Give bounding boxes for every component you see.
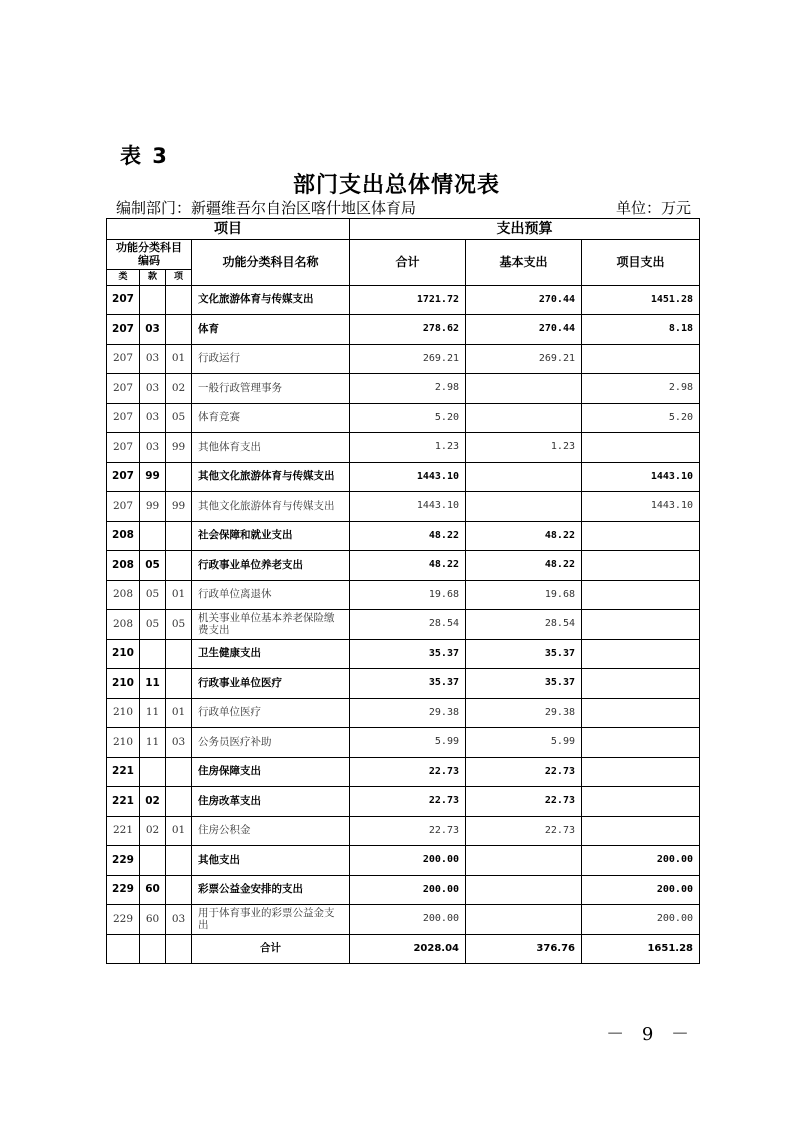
section-code: 03 <box>140 374 166 404</box>
project-amount <box>582 728 700 758</box>
department-label: 编制部门：新疆维吾尔自治区喀什地区体育局 <box>116 199 417 217</box>
section-code: 99 <box>140 492 166 522</box>
basic-amount: 48.22 <box>466 521 582 551</box>
basic-amount: 19.68 <box>466 580 582 610</box>
section-code: 03 <box>140 344 166 374</box>
item-name: 一般行政管理事务 <box>192 374 350 404</box>
item-name: 其他文化旅游体育与传媒支出 <box>192 492 350 522</box>
basic-amount: 29.38 <box>466 698 582 728</box>
item-name: 其他体育支出 <box>192 433 350 463</box>
project-amount: 200.00 <box>582 905 700 935</box>
table-row <box>107 905 700 935</box>
project-amount <box>582 580 700 610</box>
total-amount: 200.00 <box>350 846 466 876</box>
basic-amount: 1.23 <box>466 433 582 463</box>
basic-amount: 270.44 <box>466 285 582 315</box>
table-row <box>107 875 700 905</box>
entry-code: 05 <box>166 403 192 433</box>
item-name: 公务员医疗补助 <box>192 728 350 758</box>
table-row <box>107 344 700 374</box>
item-name: 行政单位医疗 <box>192 698 350 728</box>
table-row <box>107 698 700 728</box>
class-code: 208 <box>107 580 140 610</box>
basic-amount <box>466 905 582 935</box>
total-amount: 2.98 <box>350 374 466 404</box>
class-code: 221 <box>107 757 140 787</box>
entry-code: 99 <box>166 433 192 463</box>
class-code: 207 <box>107 344 140 374</box>
section-code: 02 <box>140 787 166 817</box>
basic-amount <box>466 374 582 404</box>
total-amount: 19.68 <box>350 580 466 610</box>
entry-code: 01 <box>166 580 192 610</box>
basic-amount: 22.73 <box>466 787 582 817</box>
entry-code <box>166 846 192 876</box>
item-name: 行政运行 <box>192 344 350 374</box>
section-code: 60 <box>140 875 166 905</box>
class-code: 221 <box>107 787 140 817</box>
class-code: 207 <box>107 285 140 315</box>
table-row <box>107 787 700 817</box>
basic-amount: 22.73 <box>466 757 582 787</box>
table-row <box>107 315 700 345</box>
project-amount <box>582 344 700 374</box>
empty-cell <box>140 934 166 964</box>
total-amount: 200.00 <box>350 905 466 935</box>
class-code: 208 <box>107 521 140 551</box>
header-name: 功能分类科目名称 <box>192 240 350 286</box>
section-code: 05 <box>140 580 166 610</box>
table-row <box>107 846 700 876</box>
project-amount <box>582 433 700 463</box>
basic-amount <box>466 462 582 492</box>
total-amount: 35.37 <box>350 639 466 669</box>
basic-amount <box>466 875 582 905</box>
header-section: 款 <box>140 269 166 285</box>
class-code: 210 <box>107 728 140 758</box>
total-amount: 48.22 <box>350 551 466 581</box>
entry-code: 01 <box>166 698 192 728</box>
entry-code <box>166 787 192 817</box>
entry-code <box>166 875 192 905</box>
table-row <box>107 669 700 699</box>
entry-code <box>166 315 192 345</box>
expenditure-table <box>106 218 700 964</box>
total-amount: 1443.10 <box>350 492 466 522</box>
basic-amount: 270.44 <box>466 315 582 345</box>
item-name: 住房公积金 <box>192 816 350 846</box>
project-amount: 200.00 <box>582 846 700 876</box>
total-label: 合计 <box>192 934 350 964</box>
entry-code <box>166 462 192 492</box>
section-code: 05 <box>140 610 166 640</box>
class-code: 229 <box>107 875 140 905</box>
entry-code: 01 <box>166 344 192 374</box>
project-amount <box>582 639 700 669</box>
table-row <box>107 551 700 581</box>
grand-basic: 376.76 <box>466 934 582 964</box>
item-name: 行政事业单位医疗 <box>192 669 350 699</box>
table-row <box>107 462 700 492</box>
total-amount: 200.00 <box>350 875 466 905</box>
item-name: 机关事业单位基本养老保险缴费支出 <box>192 610 350 640</box>
project-amount <box>582 787 700 817</box>
basic-amount <box>466 846 582 876</box>
section-code: 02 <box>140 816 166 846</box>
total-amount: 1721.72 <box>350 285 466 315</box>
total-amount: 35.37 <box>350 669 466 699</box>
project-amount: 5.20 <box>582 403 700 433</box>
section-code <box>140 757 166 787</box>
total-amount: 5.20 <box>350 403 466 433</box>
item-name: 社会保障和就业支出 <box>192 521 350 551</box>
total-amount: 22.73 <box>350 816 466 846</box>
table-label: 表 3 <box>120 144 169 168</box>
section-code <box>140 521 166 551</box>
class-code: 208 <box>107 551 140 581</box>
table-row <box>107 580 700 610</box>
table-row <box>107 374 700 404</box>
entry-code: 01 <box>166 816 192 846</box>
entry-code: 05 <box>166 610 192 640</box>
project-amount <box>582 669 700 699</box>
item-name: 文化旅游体育与传媒支出 <box>192 285 350 315</box>
project-amount <box>582 816 700 846</box>
basic-amount: 35.37 <box>466 669 582 699</box>
class-code: 221 <box>107 816 140 846</box>
empty-cell <box>107 934 140 964</box>
table-row <box>107 816 700 846</box>
entry-code <box>166 285 192 315</box>
header-project: 项目支出 <box>582 240 700 286</box>
total-amount: 48.22 <box>350 521 466 551</box>
item-name: 住房改革支出 <box>192 787 350 817</box>
entry-code: 03 <box>166 728 192 758</box>
class-code: 210 <box>107 669 140 699</box>
project-amount: 1443.10 <box>582 462 700 492</box>
unit-label: 单位：万元 <box>615 199 691 217</box>
class-code: 210 <box>107 698 140 728</box>
table-row <box>107 433 700 463</box>
class-code: 207 <box>107 433 140 463</box>
entry-code: 02 <box>166 374 192 404</box>
basic-amount <box>466 403 582 433</box>
empty-cell <box>166 934 192 964</box>
project-amount <box>582 551 700 581</box>
project-amount: 8.18 <box>582 315 700 345</box>
section-code: 03 <box>140 403 166 433</box>
table-row <box>107 403 700 433</box>
entry-code <box>166 639 192 669</box>
basic-amount: 35.37 <box>466 639 582 669</box>
header-entry: 项 <box>166 269 192 285</box>
table-row <box>107 757 700 787</box>
entry-code <box>166 669 192 699</box>
header-class: 类 <box>107 269 140 285</box>
entry-code: 99 <box>166 492 192 522</box>
section-code: 11 <box>140 728 166 758</box>
item-name: 体育竞赛 <box>192 403 350 433</box>
class-code: 208 <box>107 610 140 640</box>
item-name: 卫生健康支出 <box>192 639 350 669</box>
item-name: 其他文化旅游体育与传媒支出 <box>192 462 350 492</box>
page-title: 部门支出总体情况表 <box>292 173 500 198</box>
class-code: 207 <box>107 315 140 345</box>
item-name: 体育 <box>192 315 350 345</box>
class-code: 207 <box>107 492 140 522</box>
item-name: 行政事业单位养老支出 <box>192 551 350 581</box>
item-name: 住房保障支出 <box>192 757 350 787</box>
section-code: 03 <box>140 315 166 345</box>
total-amount: 29.38 <box>350 698 466 728</box>
class-code: 207 <box>107 462 140 492</box>
basic-amount: 269.21 <box>466 344 582 374</box>
table-row <box>107 610 700 640</box>
total-amount: 1443.10 <box>350 462 466 492</box>
class-code: 207 <box>107 403 140 433</box>
section-code: 11 <box>140 698 166 728</box>
entry-code <box>166 757 192 787</box>
section-code <box>140 846 166 876</box>
total-amount: 22.73 <box>350 757 466 787</box>
section-code: 05 <box>140 551 166 581</box>
basic-amount: 48.22 <box>466 551 582 581</box>
project-amount <box>582 698 700 728</box>
item-name: 行政单位离退休 <box>192 580 350 610</box>
header-row-1 <box>107 219 700 240</box>
project-amount <box>582 610 700 640</box>
grand-project: 1651.28 <box>582 934 700 964</box>
class-code: 229 <box>107 846 140 876</box>
class-code: 229 <box>107 905 140 935</box>
section-code: 99 <box>140 462 166 492</box>
total-amount: 5.99 <box>350 728 466 758</box>
basic-amount: 5.99 <box>466 728 582 758</box>
section-code: 60 <box>140 905 166 935</box>
section-code <box>140 639 166 669</box>
project-amount: 1443.10 <box>582 492 700 522</box>
header-budget: 支出预算 <box>350 219 700 240</box>
total-amount: 269.21 <box>350 344 466 374</box>
header-basic: 基本支出 <box>466 240 582 286</box>
project-amount: 200.00 <box>582 875 700 905</box>
header-code-group: 功能分类科目编码 <box>107 240 192 270</box>
table-row <box>107 492 700 522</box>
table-row <box>107 521 700 551</box>
section-code <box>140 285 166 315</box>
table-row <box>107 639 700 669</box>
total-amount: 22.73 <box>350 787 466 817</box>
entry-code <box>166 551 192 581</box>
class-code: 210 <box>107 639 140 669</box>
project-amount <box>582 757 700 787</box>
header-row-2 <box>107 240 700 270</box>
total-amount: 28.54 <box>350 610 466 640</box>
basic-amount: 28.54 <box>466 610 582 640</box>
basic-amount <box>466 492 582 522</box>
total-amount: 1.23 <box>350 433 466 463</box>
entry-code <box>166 521 192 551</box>
header-item: 项目 <box>107 219 350 240</box>
section-code: 03 <box>140 433 166 463</box>
class-code: 207 <box>107 374 140 404</box>
project-amount: 2.98 <box>582 374 700 404</box>
project-amount: 1451.28 <box>582 285 700 315</box>
total-row <box>107 934 700 964</box>
table-row <box>107 728 700 758</box>
basic-amount: 22.73 <box>466 816 582 846</box>
header-total: 合计 <box>350 240 466 286</box>
item-name: 其他支出 <box>192 846 350 876</box>
grand-total: 2028.04 <box>350 934 466 964</box>
entry-code: 03 <box>166 905 192 935</box>
item-name: 用于体育事业的彩票公益金支出 <box>192 905 350 935</box>
item-name: 彩票公益金安排的支出 <box>192 875 350 905</box>
table-row <box>107 285 700 315</box>
project-amount <box>582 521 700 551</box>
section-code: 11 <box>140 669 166 699</box>
total-amount: 278.62 <box>350 315 466 345</box>
page-number: － 9 － <box>606 1024 695 1045</box>
